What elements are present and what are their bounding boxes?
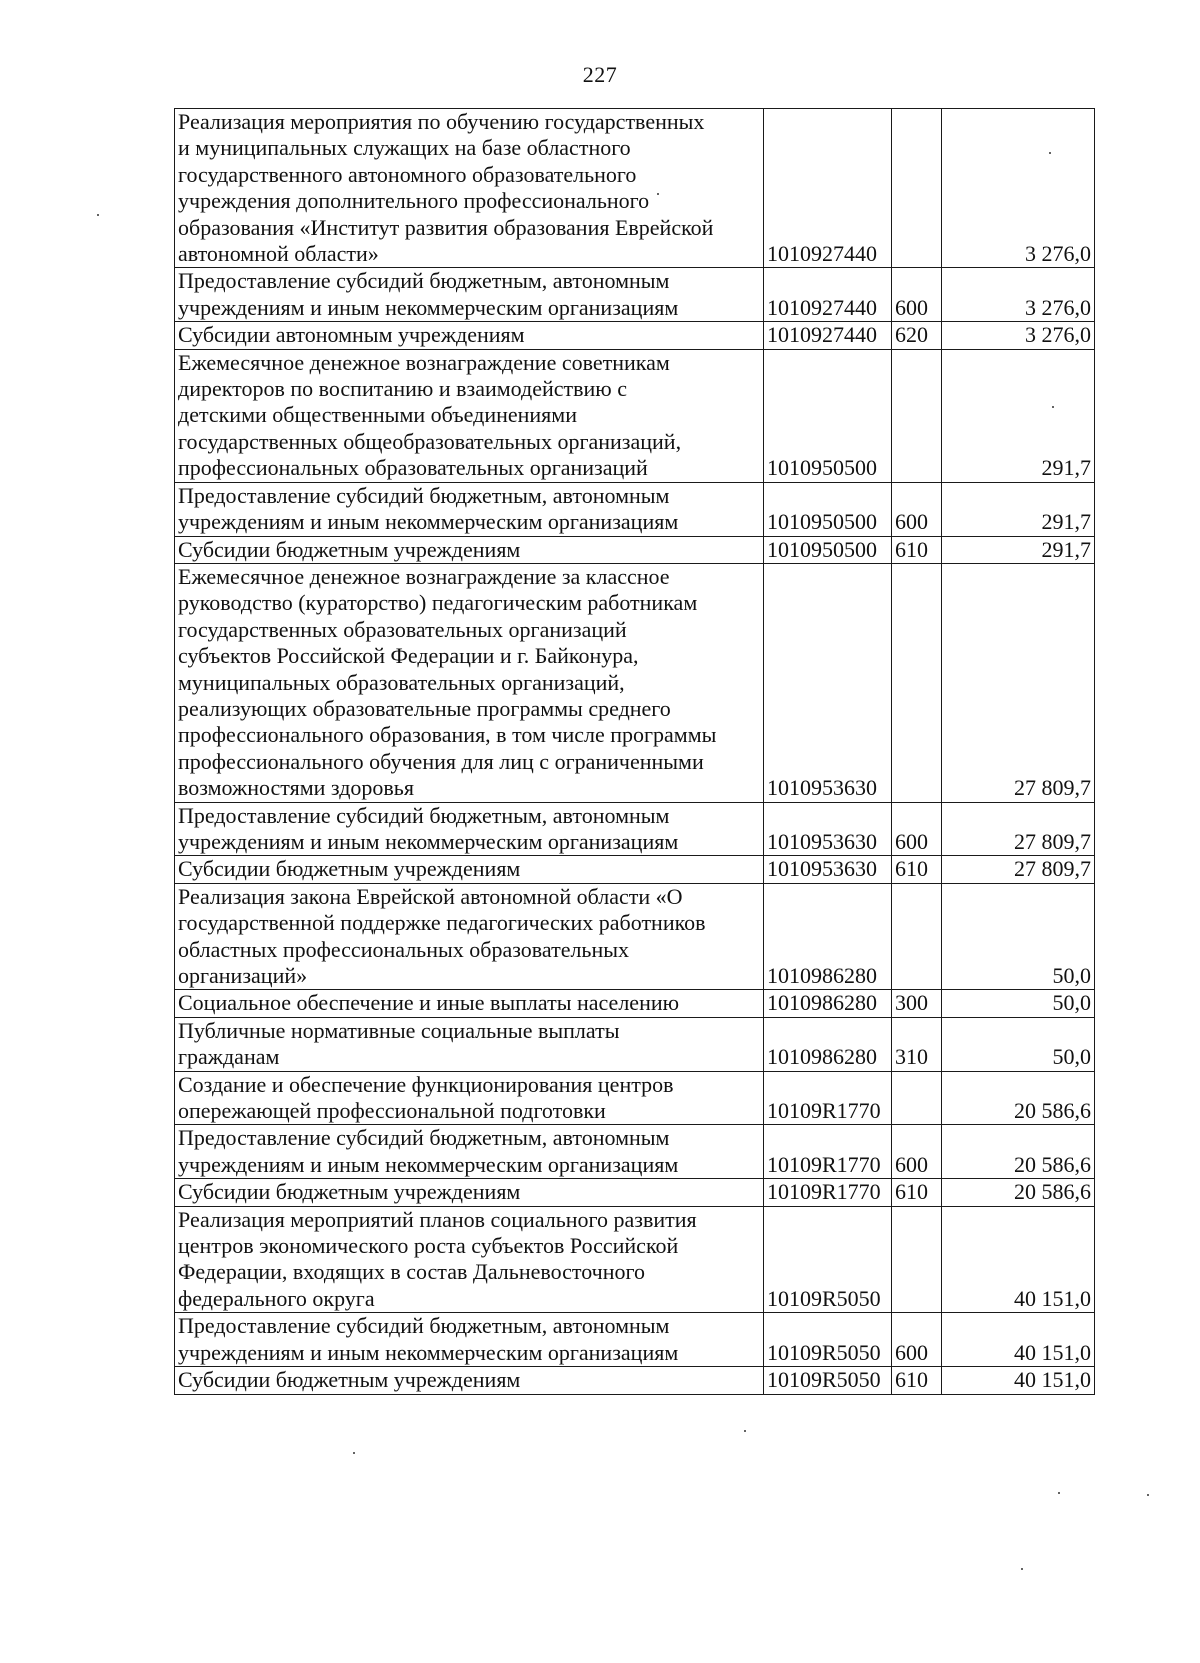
- budget-table: [174, 108, 1095, 1395]
- row-code: 1010986280: [764, 883, 892, 990]
- row-name-line: гражданам: [178, 1044, 280, 1070]
- table-row: [175, 109, 1095, 268]
- row-name-line: детскими общественными объединениями: [178, 402, 577, 428]
- row-sum: 3 276,0: [942, 109, 1095, 268]
- row-code: 1010986280: [764, 990, 892, 1017]
- row-sum: 291,7: [942, 482, 1095, 536]
- row-type: [892, 109, 942, 268]
- row-name: [175, 856, 764, 883]
- table-row: [175, 563, 1095, 802]
- row-sum: 40 151,0: [942, 1367, 1095, 1394]
- table-row: [175, 1313, 1095, 1367]
- row-sum: 20 586,6: [942, 1179, 1095, 1206]
- table-row: [175, 1367, 1095, 1394]
- row-name-line: Реализация мероприятий планов социального развития: [178, 1206, 697, 1232]
- scan-speck: [97, 214, 99, 216]
- row-sum: 50,0: [942, 883, 1095, 990]
- table-row: [175, 990, 1095, 1017]
- row-code: 10109R5050: [764, 1367, 892, 1394]
- row-name: [175, 482, 764, 536]
- row-name-line: государственных общеобразовательных организаций,: [178, 428, 682, 454]
- row-type: [892, 883, 942, 990]
- row-type: 600: [892, 1125, 942, 1179]
- row-name: [175, 349, 764, 482]
- row-name: [175, 536, 764, 563]
- row-name: [175, 1017, 764, 1071]
- row-name: [175, 109, 764, 268]
- row-sum: 3 276,0: [942, 322, 1095, 349]
- row-type: [892, 1206, 942, 1313]
- table-row: [175, 322, 1095, 349]
- row-type: 310: [892, 1017, 942, 1071]
- table-row: [175, 536, 1095, 563]
- row-name-line: профессионального образования, в том числе программы: [178, 722, 717, 748]
- row-name: [175, 268, 764, 322]
- row-type: 300: [892, 990, 942, 1017]
- row-type: 610: [892, 1367, 942, 1394]
- table-row: [175, 349, 1095, 482]
- row-sum: 40 151,0: [942, 1206, 1095, 1313]
- scan-speck: [1058, 1492, 1060, 1494]
- row-name: [175, 883, 764, 990]
- row-name-line: Реализация закона Еврейской автономной области «О: [178, 883, 683, 909]
- row-name-line: Реализация мероприятия по обучению государственных: [178, 109, 705, 134]
- row-name-line: руководство (кураторство) педагогическим работникам: [178, 590, 698, 616]
- row-type: [892, 349, 942, 482]
- row-name-line: муниципальных образовательных организаций,: [178, 669, 625, 695]
- scan-speck: [353, 1452, 355, 1454]
- row-name: [175, 563, 764, 802]
- row-code: 1010927440: [764, 322, 892, 349]
- row-name-line: Публичные нормативные социальные выплаты: [178, 1017, 620, 1043]
- table-row: [175, 1125, 1095, 1179]
- row-code: 10109R5050: [764, 1313, 892, 1367]
- row-name: [175, 1071, 764, 1125]
- row-name-line: субъектов Российской Федерации и г. Байконура,: [178, 643, 639, 669]
- row-sum: 40 151,0: [942, 1313, 1095, 1367]
- row-sum: 20 586,6: [942, 1125, 1095, 1179]
- row-name-line: и муниципальных служащих на базе областного: [178, 135, 631, 161]
- row-name-line: Субсидии бюджетным учреждениям: [178, 536, 521, 562]
- row-name-line: образования «Институт развития образования Еврейской: [178, 214, 714, 240]
- row-sum: 291,7: [942, 536, 1095, 563]
- row-type: 600: [892, 1313, 942, 1367]
- row-name-line: учреждения дополнительного профессионального: [178, 188, 650, 214]
- row-name-line: Предоставление субсидий бюджетным, автономным: [178, 1125, 670, 1151]
- row-code: 1010950500: [764, 536, 892, 563]
- table-row: [175, 856, 1095, 883]
- row-name: [175, 802, 764, 856]
- row-type: 600: [892, 802, 942, 856]
- row-name-line: организаций»: [178, 963, 308, 988]
- row-type: 600: [892, 268, 942, 322]
- row-type: 610: [892, 1179, 942, 1206]
- row-code: 10109R5050: [764, 1206, 892, 1313]
- row-name-line: профессионального обучения для лиц с ограниченными: [178, 748, 704, 774]
- row-sum: 50,0: [942, 1017, 1095, 1071]
- scan-speck: [1021, 1568, 1023, 1570]
- row-name-line: профессиональных образовательных организаций: [178, 455, 648, 481]
- row-name-line: Федерации, входящих в состав Дальневосточного: [178, 1259, 645, 1285]
- table-row: [175, 802, 1095, 856]
- row-name-line: Предоставление субсидий бюджетным, автономным: [178, 1313, 670, 1339]
- row-name: [175, 1125, 764, 1179]
- table-row: [175, 1071, 1095, 1125]
- row-name-line: государственных образовательных организаций: [178, 616, 627, 642]
- row-name: [175, 990, 764, 1017]
- table-row: [175, 1179, 1095, 1206]
- row-sum: 50,0: [942, 990, 1095, 1017]
- row-name-line: учреждениям и иным некоммерческим организациям: [178, 1339, 679, 1365]
- row-name-line: Субсидии бюджетным учреждениям: [178, 1367, 521, 1393]
- scan-speck: [657, 193, 659, 195]
- table-row: [175, 482, 1095, 536]
- row-sum: 20 586,6: [942, 1071, 1095, 1125]
- row-name-line: Ежемесячное денежное вознаграждение советникам: [178, 349, 670, 375]
- table-row: [175, 268, 1095, 322]
- row-code: 1010927440: [764, 268, 892, 322]
- row-name: [175, 1179, 764, 1206]
- row-name-line: областных профессиональных образовательных: [178, 936, 630, 962]
- row-sum: 27 809,7: [942, 563, 1095, 802]
- budget-table-body: [175, 109, 1095, 1395]
- scan-speck: [1049, 152, 1051, 154]
- row-name-line: директоров по воспитанию и взаимодействию с: [178, 376, 627, 402]
- row-type: [892, 563, 942, 802]
- row-type: [892, 1071, 942, 1125]
- row-name: [175, 1313, 764, 1367]
- row-name-line: Субсидии бюджетным учреждениям: [178, 856, 521, 882]
- row-name: [175, 1206, 764, 1313]
- row-name-line: Социальное обеспечение и иные выплаты населению: [178, 990, 680, 1016]
- table-row: [175, 1206, 1095, 1313]
- row-name-line: федерального округа: [178, 1285, 375, 1311]
- row-name-line: государственной поддержке педагогических работников: [178, 910, 706, 936]
- scan-speck: [1147, 1494, 1149, 1496]
- row-name-line: государственного автономного образовательного: [178, 161, 637, 187]
- row-name-line: центров экономического роста субъектов Российской: [178, 1233, 679, 1259]
- row-type: 600: [892, 482, 942, 536]
- row-name-line: Предоставление субсидий бюджетным, автономным: [178, 802, 670, 828]
- row-name-line: опережающей профессиональной подготовки: [178, 1098, 606, 1124]
- table-row: [175, 883, 1095, 990]
- row-code: 1010953630: [764, 802, 892, 856]
- row-type: 620: [892, 322, 942, 349]
- row-sum: 291,7: [942, 349, 1095, 482]
- scan-speck: [744, 1430, 746, 1432]
- row-name: [175, 1367, 764, 1394]
- row-name-line: учреждениям и иным некоммерческим организациям: [178, 509, 679, 535]
- row-code: 10109R1770: [764, 1071, 892, 1125]
- row-name-line: Субсидии автономным учреждениям: [178, 322, 525, 348]
- row-name: [175, 322, 764, 349]
- row-name-line: реализующих образовательные программы среднего: [178, 695, 671, 721]
- row-type: 610: [892, 856, 942, 883]
- row-code: 1010953630: [764, 856, 892, 883]
- scan-speck: [1052, 406, 1054, 408]
- row-code: 1010927440: [764, 109, 892, 268]
- row-name-line: учреждениям и иным некоммерческим организациям: [178, 294, 679, 320]
- row-type: 610: [892, 536, 942, 563]
- row-name-line: Ежемесячное денежное вознаграждение за классное: [178, 563, 670, 589]
- row-name-line: возможностями здоровья: [178, 775, 414, 801]
- row-sum: 27 809,7: [942, 856, 1095, 883]
- row-name-line: Предоставление субсидий бюджетным, автономным: [178, 268, 670, 294]
- row-name-line: учреждениям и иным некоммерческим организациям: [178, 828, 679, 854]
- row-code: 1010950500: [764, 349, 892, 482]
- page-number: 227: [582, 62, 618, 87]
- row-name-line: учреждениям и иным некоммерческим организациям: [178, 1151, 679, 1177]
- row-code: 1010986280: [764, 1017, 892, 1071]
- row-code: 1010953630: [764, 563, 892, 802]
- row-sum: 27 809,7: [942, 802, 1095, 856]
- table-row: [175, 1017, 1095, 1071]
- row-code: 10109R1770: [764, 1179, 892, 1206]
- row-name-line: Создание и обеспечение функционирования центров: [178, 1071, 674, 1097]
- row-code: 1010950500: [764, 482, 892, 536]
- row-code: 10109R1770: [764, 1125, 892, 1179]
- row-name-line: Предоставление субсидий бюджетным, автономным: [178, 482, 670, 508]
- row-name-line: автономной области»: [178, 241, 379, 267]
- row-sum: 3 276,0: [942, 268, 1095, 322]
- row-name-line: Субсидии бюджетным учреждениям: [178, 1179, 521, 1205]
